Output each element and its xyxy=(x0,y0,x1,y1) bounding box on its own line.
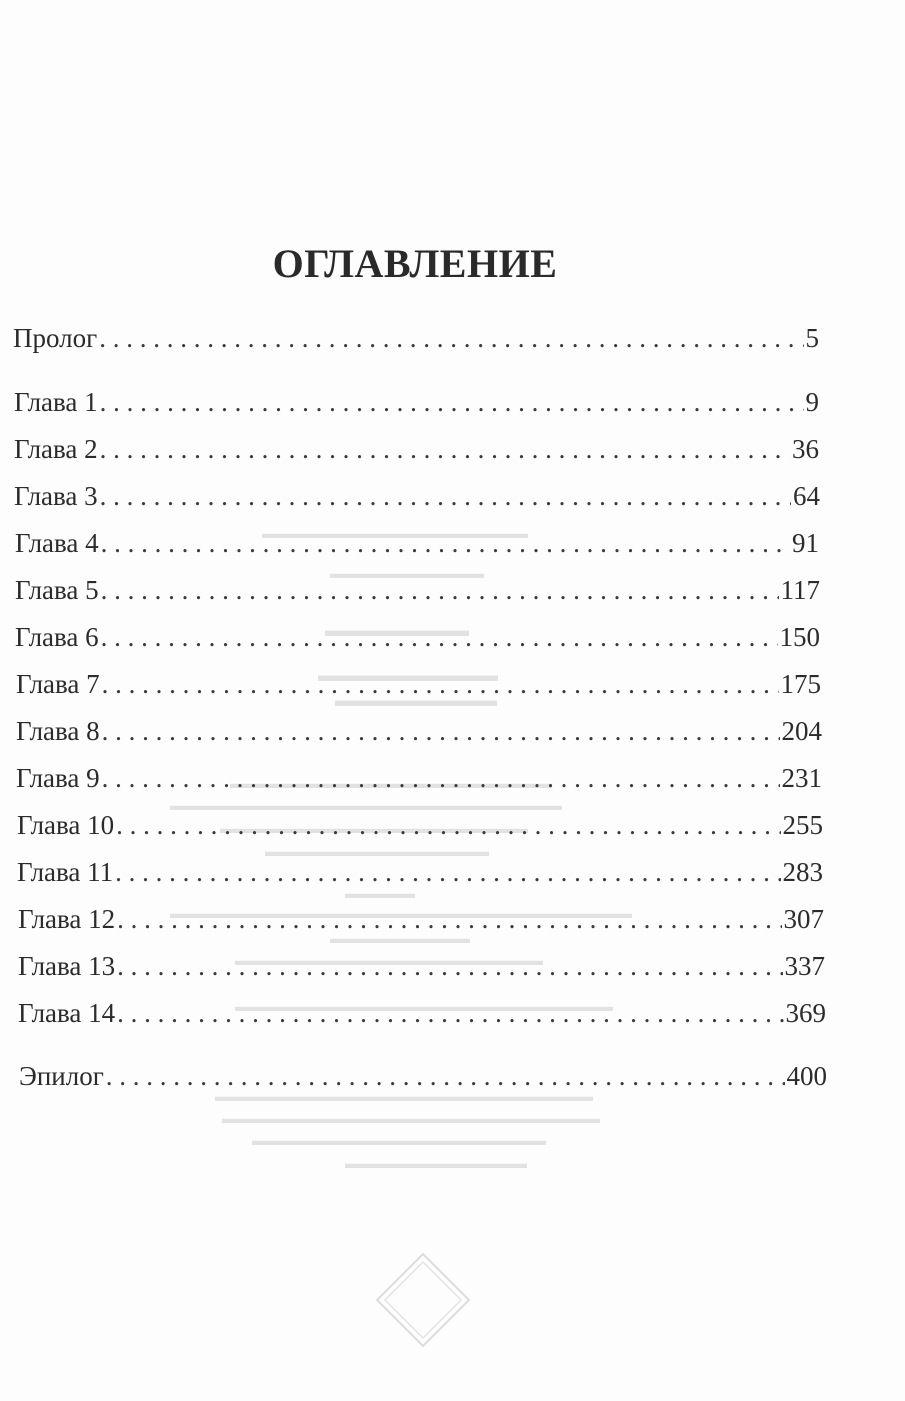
dot-leader xyxy=(101,528,790,559)
toc-entry-page: 175 xyxy=(780,669,821,699)
dot-leader xyxy=(117,998,783,1029)
toc-entry-page: 255 xyxy=(782,810,823,840)
toc-entry-page: 64 xyxy=(793,481,820,511)
dot-leader xyxy=(99,323,803,354)
toc-entry xyxy=(14,387,819,418)
dot-leader xyxy=(102,716,780,747)
toc-entry-label: Глава 13 xyxy=(18,951,116,981)
toc-entry xyxy=(14,481,820,512)
toc-entry-label: Глава 5 xyxy=(15,575,99,605)
dot-leader xyxy=(117,951,782,982)
toc-entry xyxy=(13,323,819,354)
toc-entry xyxy=(18,951,825,982)
toc-entry xyxy=(18,904,824,935)
toc-entry-page: 91 xyxy=(792,528,819,558)
dot-leader xyxy=(101,575,779,606)
dot-leader xyxy=(102,669,779,700)
toc-entry xyxy=(17,857,823,888)
toc-entry-page: 283 xyxy=(782,857,823,887)
toc-entry-page: 369 xyxy=(785,998,826,1028)
toc-entry-page: 9 xyxy=(805,387,819,417)
toc-entry-label: Глава 3 xyxy=(14,481,98,511)
dot-leader xyxy=(101,622,778,653)
toc-entry-label: Глава 2 xyxy=(14,434,98,464)
toc-entry xyxy=(14,434,819,465)
toc-entry xyxy=(16,763,822,794)
dot-leader xyxy=(100,434,790,465)
toc-entry-page: 5 xyxy=(805,323,819,353)
toc-entry xyxy=(18,998,826,1029)
dot-leader xyxy=(117,904,781,935)
toc-entry-label: Глава 7 xyxy=(16,669,100,699)
toc-entry-label: Глава 9 xyxy=(16,763,100,793)
toc-entry-label: Глава 10 xyxy=(17,810,115,840)
dot-leader xyxy=(115,857,780,888)
toc-entry-label: Глава 4 xyxy=(15,528,99,558)
toc-entry xyxy=(15,528,819,559)
toc-entry-label: Глава 14 xyxy=(18,998,116,1028)
toc-entry xyxy=(17,810,823,841)
toc-entry xyxy=(16,669,821,700)
dot-leader xyxy=(100,387,804,418)
page-title: ОГЛАВЛЕНИЕ xyxy=(272,241,558,286)
toc-entry-page: 400 xyxy=(786,1061,827,1091)
toc-entry-label: Эпилог xyxy=(19,1061,104,1091)
toc-entry-page: 150 xyxy=(779,622,820,652)
book-page: ▬▬▬▬▬▬▬▬▬▬▬▬▬▬▬▬▬▬▬ ▬▬▬▬▬▬▬▬▬▬▬ ▬▬▬▬▬▬▬▬ ▬▬▬▬▬▬▬▬▬▬ ▬▬▬▬▬▬▬▬▬ ▬▬▬▬▬▬▬▬▬▬▬▬▬▬▬▬▬▬▬▬▬▬▬ ▬▬▬▬▬▬▬▬▬▬▬▬▬▬▬▬▬▬▬▬▬▬▬▬▬▬▬▬ ▬▬▬▬▬▬▬▬▬▬▬▬▬▬▬▬▬▬▬▬▬▬ ▬▬▬▬▬▬▬▬▬▬▬▬▬▬▬▬ ▬▬▬▬▬ ▬▬▬▬▬▬▬▬▬▬▬▬▬▬▬▬▬▬▬▬▬▬▬▬▬▬▬▬▬▬▬▬▬ ▬▬▬▬▬▬▬▬▬▬ ▬▬▬▬▬▬▬▬▬▬▬▬▬▬▬▬▬▬▬▬▬▬ ▬▬▬▬▬▬▬▬▬▬▬▬▬▬▬▬▬▬▬▬▬▬▬▬▬▬▬ ▬▬▬▬▬▬▬▬▬▬▬▬▬▬▬▬▬▬▬▬▬▬▬▬▬▬▬ ▬▬▬▬▬▬▬▬▬▬▬▬▬▬▬▬▬▬▬▬▬▬▬▬▬▬▬ ▬▬▬▬▬▬▬▬▬▬▬▬▬▬▬▬▬▬▬▬▬ ▬▬▬▬▬▬▬▬▬▬▬▬▬ ОГЛАВЛЕНИЕ Пролог . . . 5 Глава 1 . . . 9 Глава 2 . . . 36 Глава 3 . . . 64 Глава 4 . . . 91 Глава 5 . . . 117 Глава 6 . . . 150 Глава 7 . . . 175 Глава 8 . . . 204 Глава 9 . . . 231 Глава 10 . . . 255 Глава 11 . . . 283 Глава 12 . . . 307 Глава 13 . . . 337 Глава 14 . . . 369 Эпилог . . . 400 xyxy=(0,0,905,1401)
toc-entry-page: 117 xyxy=(780,575,820,605)
toc-entry xyxy=(15,622,820,653)
toc-entry-label: Глава 12 xyxy=(18,904,116,934)
toc-entry-label: Глава 11 xyxy=(17,857,114,887)
toc-entry-page: 204 xyxy=(781,716,822,746)
toc-entry-page: 36 xyxy=(792,434,819,464)
dot-leader xyxy=(116,810,780,841)
dot-leader xyxy=(106,1061,785,1092)
toc-entry-label: Глава 1 xyxy=(14,387,98,417)
toc-entry-label: Пролог xyxy=(13,323,98,353)
toc-entry-label: Глава 6 xyxy=(15,622,99,652)
dot-leader xyxy=(100,481,791,512)
toc-entry-page: 337 xyxy=(784,951,825,981)
toc-entry-page: 307 xyxy=(783,904,824,934)
toc-entry-label: Глава 8 xyxy=(16,716,100,746)
toc-entry xyxy=(15,575,820,606)
toc-entry xyxy=(16,716,822,747)
toc-entry xyxy=(19,1061,827,1092)
dot-leader xyxy=(102,763,780,794)
toc-entry-page: 231 xyxy=(781,763,822,793)
